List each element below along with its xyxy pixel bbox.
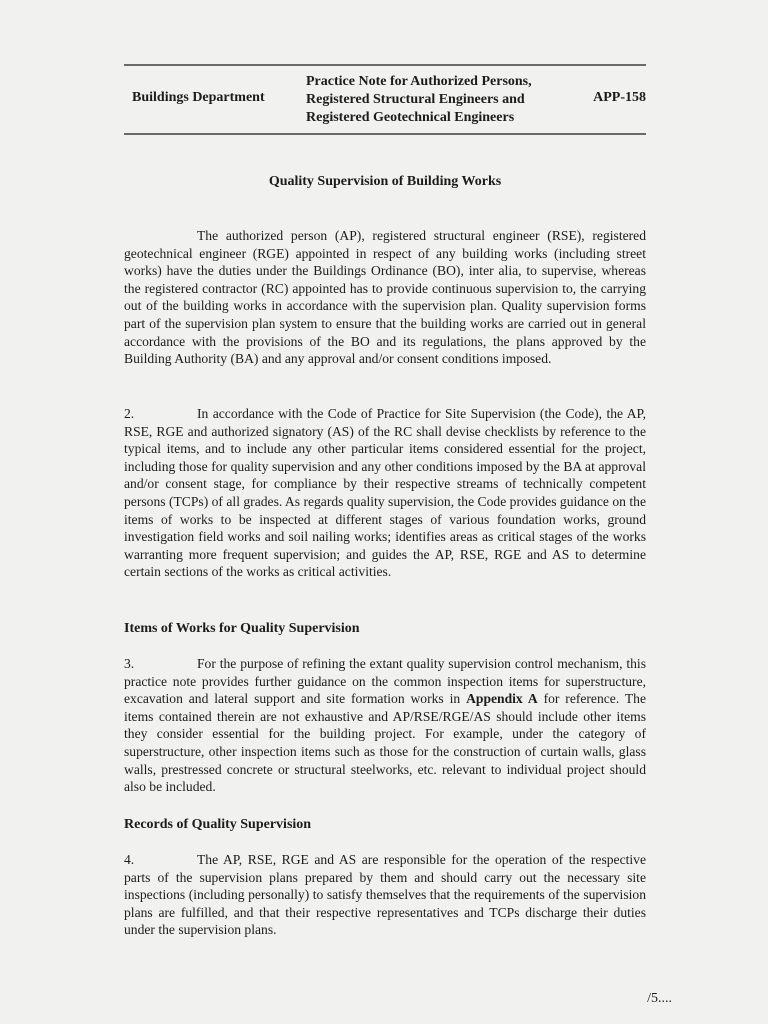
paragraph-3 (124, 655, 646, 796)
page-continuation-marker: /5.... (647, 991, 672, 1006)
paragraph-1-text: The authorized person (AP), registered structural engineer (RSE), registered geotechnical engineer (RGE) appointed in respect of any building works (including street works) have the duties under the Buildings Ordinance (BO), inter alia, to supervise, whereas the registered contractor (RC) appointed has to provide continuous supervision to, the carrying out of the building works in accordance with the supervision plan. Quality supervision forms part of the supervision plan system to ensure that the building works are carried out in general accordance with the provisions of the BO and its regulations, the plans approved by the Building Authority (BA) and any approval and/or consent conditions imposed. (124, 228, 646, 367)
practice-note-line: Registered Structural Engineers and (306, 92, 525, 107)
practice-note-line: Registered Geotechnical Engineers (306, 110, 515, 125)
practice-note-line: Practice Note for Authorized Persons, (306, 74, 532, 89)
paragraph-1 (124, 227, 646, 368)
paragraph-number: 4. (124, 852, 135, 867)
department-name: Buildings Department (132, 90, 265, 105)
section-heading-records: Records of Quality Supervision (124, 817, 312, 832)
paragraph-3-text-b: for reference. The items contained therein are not exhaustive and AP/RSE/RGE/AS should include other items they consider essential for the building project. For example, under the category of superstructure, other inspection items such as those for the construction of curtain walls, glass walls, prestressed concrete or structural steelworks, etc. relevant to individual project should also be included. (124, 691, 646, 795)
paragraph-4-text: The AP, RSE, RGE and AS are responsible for the operation of the respective parts of the supervision plans prepared by them and should carry out the necessary site inspections (including personally) to satisfy themselves that the requirements of the supervision plans are fulfilled, and that their respective representatives and TCPs discharge their duties under the supervision plans. (124, 852, 646, 938)
paragraph-number: 3. (124, 656, 135, 671)
paragraph-number: 2. (124, 406, 135, 421)
document-title: Quality Supervision of Building Works (268, 174, 502, 189)
paragraph-3-text-a: For the purpose of refining the extant quality supervision control mechanism, this practice note provides further guidance on the common inspection items for superstructure, excavation and lateral support and site formation works in (124, 656, 646, 707)
practice-note-title (306, 73, 532, 127)
appendix-reference: Appendix A (466, 691, 538, 707)
paragraph-2 (124, 405, 646, 581)
paragraph-4 (124, 851, 646, 939)
document-code: APP-158 (593, 90, 646, 105)
section-heading-items-of-works: Items of Works for Quality Supervision (124, 621, 360, 636)
paragraph-2-text: In accordance with the Code of Practice for Site Supervision (the Code), the AP, RSE, RGE and authorized signatory (AS) of the RC shall devise checklists by reference to the typical items, and to include any other particular items considered essential for the project, including those for quality supervision and any other conditions imposed by the BA at approval and/or consent stage, for compliance by their respective streams of technically competent persons (TCPs) of all grades. As regards quality supervision, the Code provides guidance on the items of works to be inspected at different stages of various foundation works, ground investigation field works and soil nailing works; identifies areas as critical stages of the works warranting more frequent supervision; and guides the AP, RSE, RGE and AS to determine certain sections of the works as critical activities. (124, 406, 646, 580)
header-top-rule (124, 64, 646, 66)
header-bottom-rule (124, 133, 646, 135)
document-header (124, 72, 646, 128)
